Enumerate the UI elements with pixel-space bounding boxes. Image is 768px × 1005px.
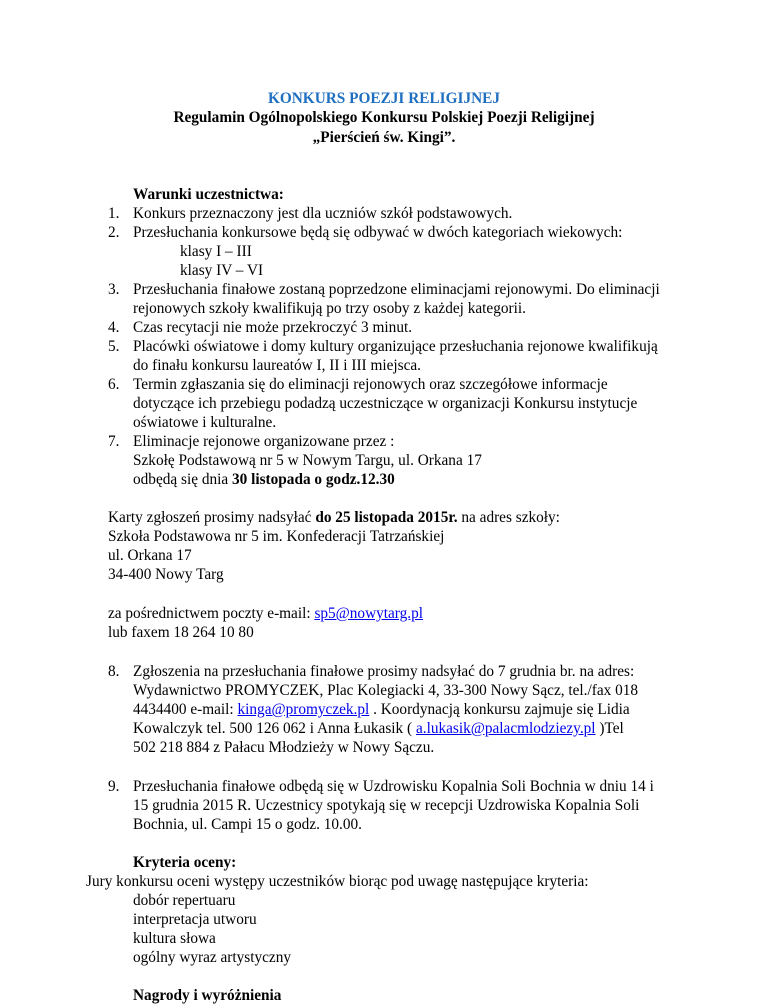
list-item: Bochnia, ul. Campi 15 o godz. 10.00. [133,816,363,833]
criteria-item: interpretacja utworu [133,911,257,928]
list-item: dotyczące ich przebiegu podadzą uczestniczące w organizacji Konkursu instytucje [133,395,638,412]
list-item: Przesłuchania konkursowe będą się odbywać w dwóch kategoriach wiekowych: [133,224,623,241]
list-item: Wydawnictwo PROMYCZEK, Plac Kolegiacki 4, 33-300 Nowy Sącz, tel./fax 018 [133,682,639,699]
list-item: oświatowe i kulturalne. [133,414,277,431]
list-item: Eliminacje rejonowe organizowane przez : [133,433,395,450]
list-number: 1. [108,205,120,222]
eliminations-date: odbędą się dnia 30 listopada o godz.12.30 [133,471,395,488]
list-item: Szkołę Podstawową nr 5 w Nowym Targu, ul. Orkana 17 [133,452,482,469]
list-item: 4434400 e-mail: kinga@promyczek.pl . Koordynacją konkursu zajmuje się Lidia [133,701,630,718]
palac-email-link[interactable]: a.lukasik@palacmlodziezy.pl [415,720,596,737]
applications-deadline: Karty zgłoszeń prosimy nadsyłać do 25 listopada 2015r. na adres szkoły: [108,509,560,526]
list-number: 2. [108,224,120,241]
document-subtitle: Regulamin Ogólnopolskiego Konkursu Polskiej Poezji Religijnej [173,109,595,126]
criteria-heading: Kryteria oceny: [133,854,237,871]
list-item: Termin zgłaszania się do eliminacji rejonowych oraz szczegółowe informacje [133,376,608,393]
list-item: rejonowych szkoły kwalifikują po trzy osoby z każdej kategorii. [133,300,526,317]
address-line: 34-400 Nowy Targ [108,566,224,583]
school-email-link[interactable]: sp5@nowytarg.pl [314,605,423,622]
list-item: Czas recytacji nie może przekroczyć 3 minut. [133,319,413,336]
list-number: 5. [108,338,120,355]
awards-heading: Nagrody i wyróżnienia [133,987,282,1004]
list-item: Konkurs przeznaczony jest dla uczniów szkół podstawowych. [133,205,513,222]
list-item: Kowalczyk tel. 500 126 062 i Anna Łukasik ( a.lukasik@palacmlodziezy.pl )Tel [133,720,624,737]
criteria-item: ogólny wyraz artystyczny [133,949,292,966]
list-number: 7. [108,433,120,450]
list-item: 502 218 884 z Pałacu Młodzieży w Nowy Sączu. [133,739,435,756]
list-item: 15 grudnia 2015 R. Uczestnicy spotykają się w recepcji Uzdrowiska Kopalnia Soli [133,797,640,814]
list-item: do finału konkursu laureatów I, II i III miejsca. [133,357,421,374]
list-item: Placówki oświatowe i domy kultury organizujące przesłuchania rejonowe kwalifikują [133,338,658,355]
list-item: Zgłoszenia na przesłuchania finałowe prosimy nadsyłać do 7 grudnia br. na adres: [133,663,635,680]
fax-line: lub faxem 18 264 10 80 [108,624,254,641]
list-number: 6. [108,376,120,393]
list-number: 4. [108,319,120,336]
category-item: klasy I – III [180,243,252,260]
address-line: Szkoła Podstawowa nr 5 im. Konfederacji Tatrzańskiej [108,528,445,545]
conditions-heading: Warunki uczestnictwa: [133,186,284,203]
category-item: klasy IV – VI [180,262,264,279]
list-item: Przesłuchania finałowe odbędą się w Uzdrowisku Kopalnia Soli Bochnia w dniu 14 i [133,778,654,795]
criteria-item: kultura słowa [133,930,216,947]
criteria-intro: Jury konkursu oceni występy uczestników biorąc pod uwagę następujące kryteria: [86,873,589,890]
address-line: ul. Orkana 17 [108,547,192,564]
promyczek-email-link[interactable]: kinga@promyczek.pl [237,701,370,718]
criteria-item: dobór repertuaru [133,892,236,909]
list-number: 3. [108,281,120,298]
email-line: za pośrednictwem poczty e-mail: sp5@nowytarg.pl [108,605,423,622]
document-title: KONKURS POEZJI RELIGIJNEJ [267,90,501,107]
list-number: 8. [108,663,120,680]
list-item: Przesłuchania finałowe zostaną poprzedzone eliminacjami rejonowymi. Do eliminacji [133,281,660,298]
contest-name: „Pierścień św. Kingi”. [312,129,456,146]
list-number: 9. [108,778,120,795]
